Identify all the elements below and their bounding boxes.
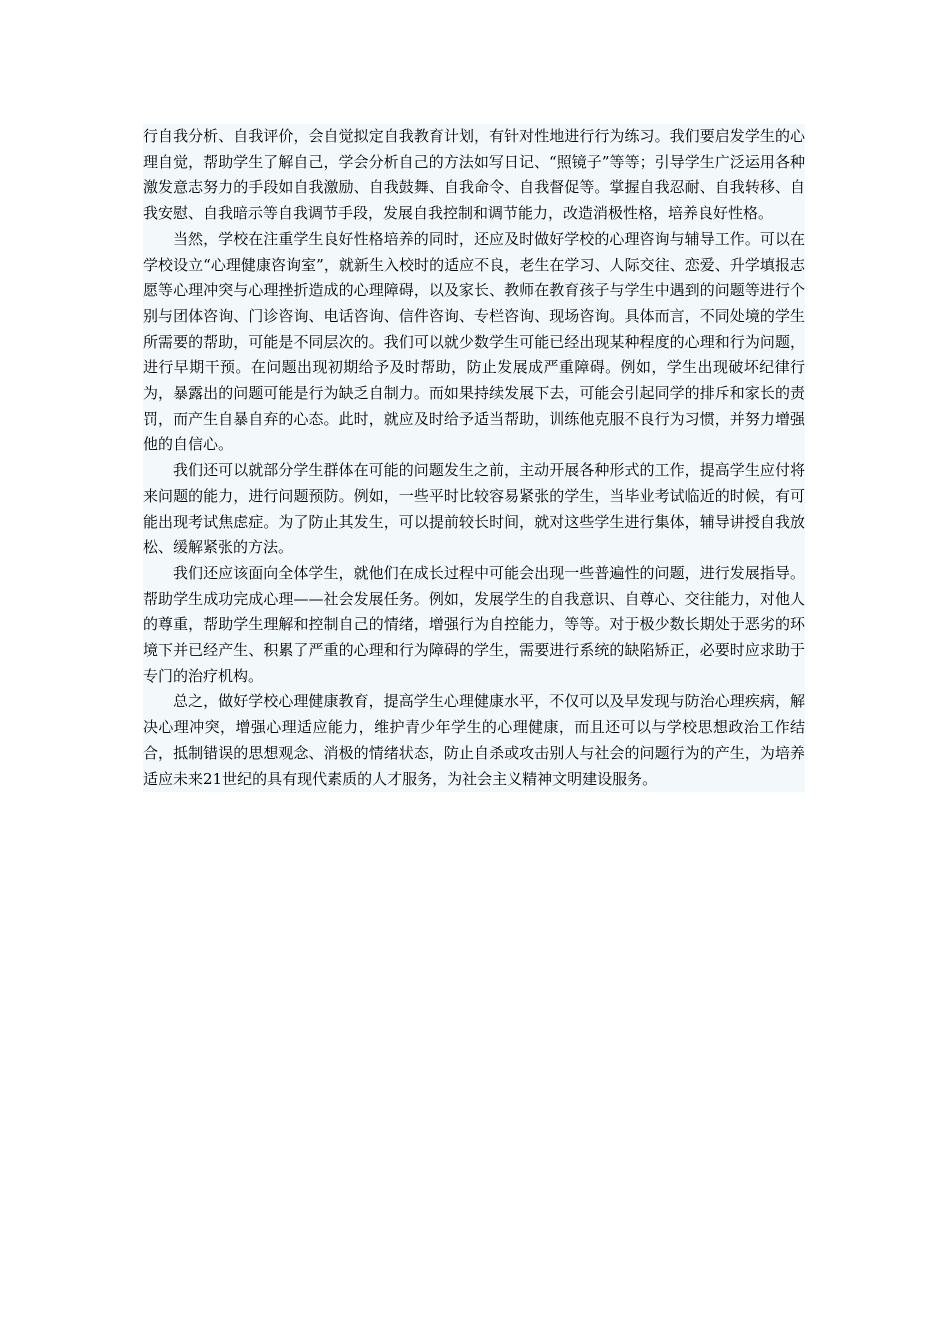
- document-body: [143, 124, 805, 792]
- paragraph-1: 行自我分析、自我评价，会自觉拟定自我教育计划，有针对性地进行行为练习。我们要启发学生的心理自觉，帮助学生了解自己，学会分析自己的方法如写日记、“照镜子”等等；引导学生广泛运用各种激发意志努力的手段如自我激励、自我鼓舞、自我命令、自我督促等。掌握自我忍耐、自我转移、自我安慰、自我暗示等自我调节手段，发展自我控制和调节能力，改造消极性格，培养良好性格。: [143, 127, 805, 223]
- paragraph-2: 当然，学校在注重学生良好性格培养的同时，还应及时做好学校的心理咨询与辅导工作。可以在学校设立“心理健康咨询室”，就新生入校时的适应不良，老生在学习、人际交往、恋爱、升学填报志愿等心理冲突与心理挫折造成的心理障碍，以及家长、教师在教育孩子与学生中遇到的问题等进行个别与团体咨询、门诊咨询、电话咨询、信件咨询、专栏咨询、现场咨询。具体而言，不同处境的学生所需要的帮助，可能是不同层次的。我们可以就少数学生可能已经出现某种程度的心理和行为问题，进行早期干预。在问题出现初期给予及时帮助，防止发展成严重障碍。例如，学生出现破坏纪律行为，暴露出的问题可能是行为缺乏自制力。而如果持续发展下去，可能会引起同学的排斥和家长的责罚，而产生自暴自弃的心态。此时，就应及时给予适当帮助，训练他克服不良行为习惯，并努力增强他的自信心。: [143, 229, 805, 454]
- paragraph-4: 我们还应该面向全体学生，就他们在成长过程中可能会出现一些普遍性的问题，进行发展指导。帮助学生成功完成心理——社会发展任务。例如，发展学生的自我意识、自尊心、交往能力，对他人的尊重，帮助学生理解和控制自己的情绪，增强行为自控能力，等等。对于极少数长期处于恶劣的环境下并已经产生、积累了严重的心理和行为障碍的学生，需要进行系统的缺陷矫正，必要时应求助于专门的治疗机构。: [143, 563, 805, 685]
- paragraph-3: 我们还可以就部分学生群体在可能的问题发生之前，主动开展各种形式的工作，提高学生应付将来问题的能力，进行问题预防。例如，一些平时比较容易紧张的学生，当毕业考试临近的时候，有可能出现考试焦虑症。为了防止其发生，可以提前较长时间，就对这些学生进行集体，辅导讲授自我放松、缓解紧张的方法。: [143, 461, 805, 557]
- paragraph-5: 总之，做好学校心理健康教育，提高学生心理健康水平，不仅可以及早发现与防治心理疾病，解决心理冲突，增强心理适应能力，维护青少年学生的心理健康，而且还可以与学校思想政治工作结合，抵制错误的思想观念、消极的情绪状态，防止自杀或攻击别人与社会的问题行为的产生，为培养适应未来21世纪的具有现代素质的人才服务，为社会主义精神文明建设服务。: [143, 692, 805, 788]
